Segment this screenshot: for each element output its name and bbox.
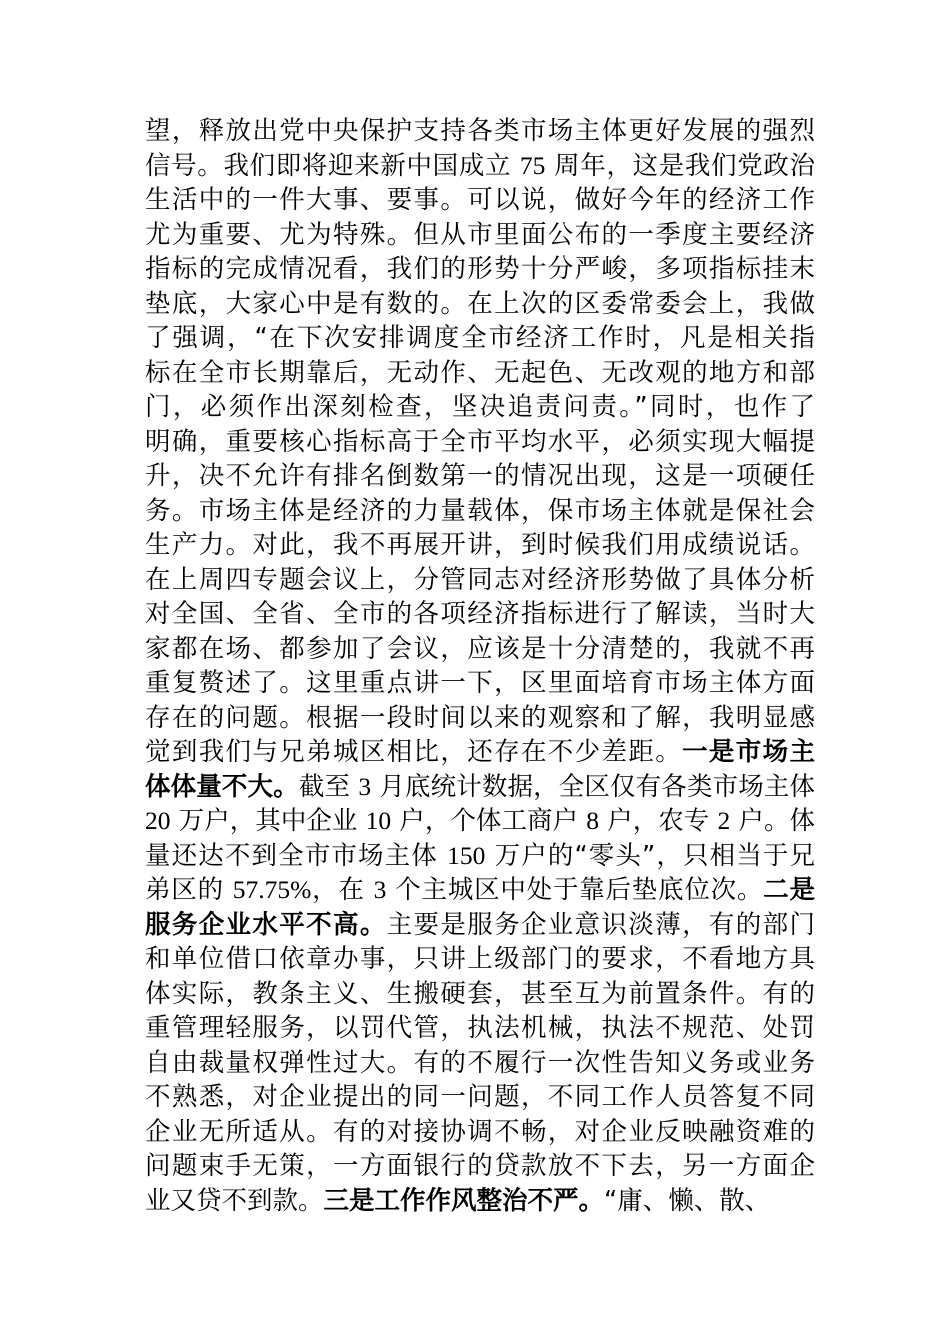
text-segment: 存在的问题。根据一段时间以来的观察和了解，我明显感 xyxy=(145,702,815,733)
text-segment: 万户，其中企业 xyxy=(170,806,366,836)
text-segment: 垫底，大家心中是有数的。在上次的区委常委会上，我做 xyxy=(145,288,815,319)
text-segment: 弟区的 xyxy=(145,875,233,905)
text-segment: 3 xyxy=(358,771,372,801)
text-segment: 指标的完成情况看，我们的形势十分严峻，多项指标挂末 xyxy=(145,254,815,284)
text-segment: ，在 xyxy=(311,875,374,905)
text-line xyxy=(145,459,815,494)
text-segment: 望，释放出党中央保护支持各类市场主体更好发展的强烈 xyxy=(145,116,815,146)
text-segment: 务。市场主体是经济的力量载体，保市场主体就是保社会 xyxy=(145,495,815,526)
text-segment: 了强调，“在下次安排调度全市经济工作时，凡是相关指 xyxy=(145,323,815,353)
text-segment: “庸、懒、散、 xyxy=(604,1185,771,1216)
text-segment: 20 xyxy=(145,806,171,835)
text-segment: 57.75% xyxy=(232,875,312,904)
text-line xyxy=(145,735,815,770)
text-line xyxy=(145,666,815,701)
text-segment: 体实际，教条主义、生搬硬套，甚至互为前置条件。有的 xyxy=(145,978,815,1009)
text-line xyxy=(145,528,815,563)
text-segment: 标在全市长期靠后，无动作、无起色、无改观的地方和部 xyxy=(145,357,815,388)
text-segment: 重管理轻服务，以罚代管，执法机械，执法不规范、处罚 xyxy=(145,1013,815,1043)
text-line xyxy=(145,494,815,529)
text-line xyxy=(145,804,815,839)
text-line xyxy=(145,1115,815,1150)
text-segment: 和单位借口依章办事，只讲上级部门的要求，不看地方具 xyxy=(145,944,815,974)
text-segment: 问题束手无策，一方面银行的贷款放不下去，另一方面企 xyxy=(145,1151,815,1181)
text-line xyxy=(145,1184,815,1219)
text-line xyxy=(145,287,815,322)
bold-heading-text: 三是工作作风整治不严。 xyxy=(323,1185,605,1216)
text-line xyxy=(145,321,815,356)
text-segment: 截至 xyxy=(298,771,359,802)
text-line xyxy=(145,425,815,460)
text-segment: 户，农专 xyxy=(599,806,718,836)
text-segment: 对全国、全省、全市的各项经济指标进行了解读，当时大 xyxy=(145,599,815,629)
text-segment: 觉到我们与兄弟城区相比，还存在不少差距。 xyxy=(145,737,683,767)
text-segment: 业又贷不到款。 xyxy=(145,1185,324,1216)
text-line xyxy=(145,1080,815,1115)
text-line xyxy=(145,149,815,184)
text-segment: 3 xyxy=(373,875,387,904)
text-line xyxy=(145,977,815,1012)
bold-heading-text: 一是市场主 xyxy=(682,737,815,767)
text-segment: 升，决不允许有排名倒数第一的情况出现，这是一项硬任 xyxy=(145,461,815,491)
text-line xyxy=(145,356,815,391)
text-segment: 月底统计数据，全区仅有各类市场主体 xyxy=(371,771,815,802)
text-line xyxy=(145,1046,815,1081)
text-line xyxy=(145,563,815,598)
bold-heading-text: 服务企业水平不高。 xyxy=(145,909,387,940)
text-line xyxy=(145,632,815,667)
text-line xyxy=(145,218,815,253)
text-segment: 8 xyxy=(586,806,599,835)
text-line xyxy=(145,390,815,425)
text-segment: 周年，这是我们党政治 xyxy=(545,150,816,181)
text-segment: 在上周四专题会议上，分管同志对经济形势做了具体分析 xyxy=(145,564,815,595)
text-segment: 自由裁量权弹性过大。有的不履行一次性告知义务或业务 xyxy=(145,1047,815,1078)
text-segment: 户，个体工商户 xyxy=(391,806,587,836)
text-segment: 150 xyxy=(447,840,486,870)
text-segment: 明确，重要核心指标高于全市平均水平，必须实现大幅提 xyxy=(145,426,815,457)
text-segment: 个主城区中处于靠后垫底位次。 xyxy=(386,875,764,905)
bold-heading-text: 体体量不大。 xyxy=(145,771,299,802)
bold-heading-text: 二是 xyxy=(763,875,816,905)
text-segment: 75 xyxy=(519,150,546,180)
text-segment: 信号。我们即将迎来新中国成立 xyxy=(145,150,520,181)
text-segment: 企业无所适从。有的对接协调不畅，对企业反映融资难的 xyxy=(145,1116,815,1147)
text-line xyxy=(145,1149,815,1184)
text-line xyxy=(145,114,815,149)
text-line xyxy=(145,908,815,943)
text-segment: 家都在场、都参加了会议，应该是十分清楚的，我就不再 xyxy=(145,633,815,664)
text-line xyxy=(145,252,815,287)
text-segment: 尤为重要、尤为特殊。但从市里面公布的一季度主要经济 xyxy=(145,219,815,250)
text-line xyxy=(145,701,815,736)
text-segment: 量还达不到全市市场主体 xyxy=(145,840,448,871)
text-segment: 主要是服务企业意识淡薄，有的部门 xyxy=(386,909,815,940)
text-segment: 2 xyxy=(717,806,731,835)
text-segment: 不熟悉，对企业提出的同一问题，不同工作人员答复不同 xyxy=(145,1082,815,1112)
text-line xyxy=(145,839,815,874)
text-line xyxy=(145,942,815,977)
text-segment: 重复赘述了。这里重点讲一下，区里面培育市场主体方面 xyxy=(145,668,815,698)
text-line xyxy=(145,183,815,218)
text-segment: 门，必须作出深刻检查，坚决追责问责。”同时，也作了 xyxy=(145,392,815,422)
text-segment: 生产力。对此，我不再展开讲，到时候我们用成绩说话。 xyxy=(145,530,815,560)
text-segment: 生活中的一件大事、要事。可以说，做好今年的经济工作 xyxy=(145,185,815,215)
text-segment: 10 xyxy=(365,806,392,835)
body-text xyxy=(145,114,815,1218)
text-line xyxy=(145,1011,815,1046)
text-line xyxy=(145,597,815,632)
text-line xyxy=(145,770,815,805)
text-segment: 万户的“零头”，只相当于兄 xyxy=(485,840,816,871)
text-segment: 户。体 xyxy=(730,806,815,836)
text-line xyxy=(145,873,815,908)
